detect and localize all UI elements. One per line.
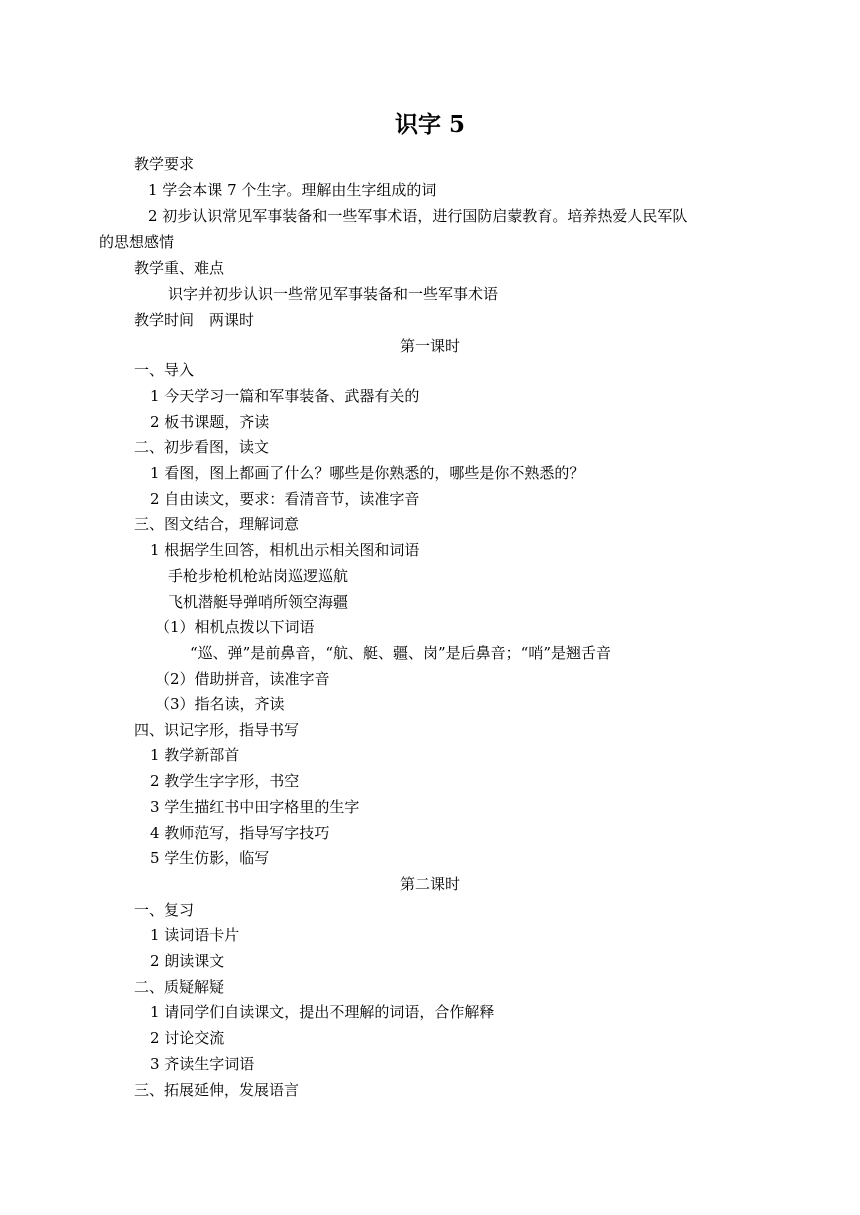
section-heading-requirements: 教学要求 — [134, 155, 195, 173]
step-item: 2 板书课题，齐读 — [150, 413, 270, 431]
step-item: 1 请同学们自读课文，提出不理解的词语，合作解释 — [150, 1003, 495, 1021]
step-item: 1 根据学生回答，相机出示相关图和词语 — [150, 541, 420, 559]
step-item: 2 朗读课文 — [150, 952, 225, 970]
lesson-heading-first: 第一课时 — [399, 337, 460, 355]
requirement-2-continued: 的思想感情 — [99, 233, 175, 251]
step-heading-review: 一、复习 — [134, 901, 195, 919]
step-item: 1 教学新部首 — [150, 746, 240, 764]
step-heading-intro: 一、导入 — [134, 361, 195, 379]
step-item: 1 看图，图上都画了什么？哪些是你熟悉的，哪些是你不熟悉的？ — [150, 464, 585, 482]
step-item: 1 今天学习一篇和军事装备、武器有关的 — [150, 387, 420, 405]
step-heading-extension: 三、拓展延伸，发展语言 — [134, 1081, 300, 1099]
lesson-heading-second: 第二课时 — [399, 875, 460, 893]
vocabulary-line: 飞机潜艇导弹哨所领空海疆 — [168, 593, 349, 611]
step-item: 4 教师范写，指导写字技巧 — [150, 824, 330, 842]
step-heading-questions: 二、质疑解疑 — [134, 978, 225, 996]
sub-item: （2）借助拼音，读准字音 — [155, 670, 330, 688]
step-item: 1 读词语卡片 — [150, 926, 240, 944]
step-item: 5 学生仿影，临写 — [150, 849, 270, 867]
requirement-2: 2 初步认识常见军事装备和一些军事术语，进行国防启蒙教育。培养热爱人民军队 — [148, 207, 688, 225]
step-item: 2 讨论交流 — [150, 1029, 225, 1047]
sub-item: （3）指名读，齐读 — [155, 695, 285, 713]
section-heading-key-points: 教学重、难点 — [134, 259, 225, 277]
pronunciation-note: “巡、弹”是前鼻音，“航、艇、疆、岗”是后鼻音；“哨”是翘舌音 — [190, 644, 612, 662]
step-item: 2 自由读文，要求：看清音节，读准字音 — [150, 490, 420, 508]
vocabulary-line: 手枪步枪机枪站岗巡逻巡航 — [168, 567, 349, 585]
key-points-text: 识字并初步认识一些常见军事装备和一些军事术语 — [168, 285, 499, 303]
step-heading-comprehension: 三、图文结合，理解词意 — [134, 515, 300, 533]
step-item: 3 齐读生字词语 — [150, 1055, 255, 1073]
step-heading-reading: 二、初步看图，读文 — [134, 438, 270, 456]
step-item: 3 学生描红书中田字格里的生字 — [150, 798, 360, 816]
teaching-time: 教学时间 两课时 — [134, 311, 255, 329]
requirement-1: 1 学会本课 7 个生字。理解由生字组成的词 — [148, 181, 437, 199]
document-title: 识字 5 — [394, 111, 465, 138]
step-item: 2 教学生字字形，书空 — [150, 772, 300, 790]
step-heading-writing: 四、识记字形，指导书写 — [134, 721, 300, 739]
sub-item: （1）相机点拨以下词语 — [155, 618, 315, 636]
